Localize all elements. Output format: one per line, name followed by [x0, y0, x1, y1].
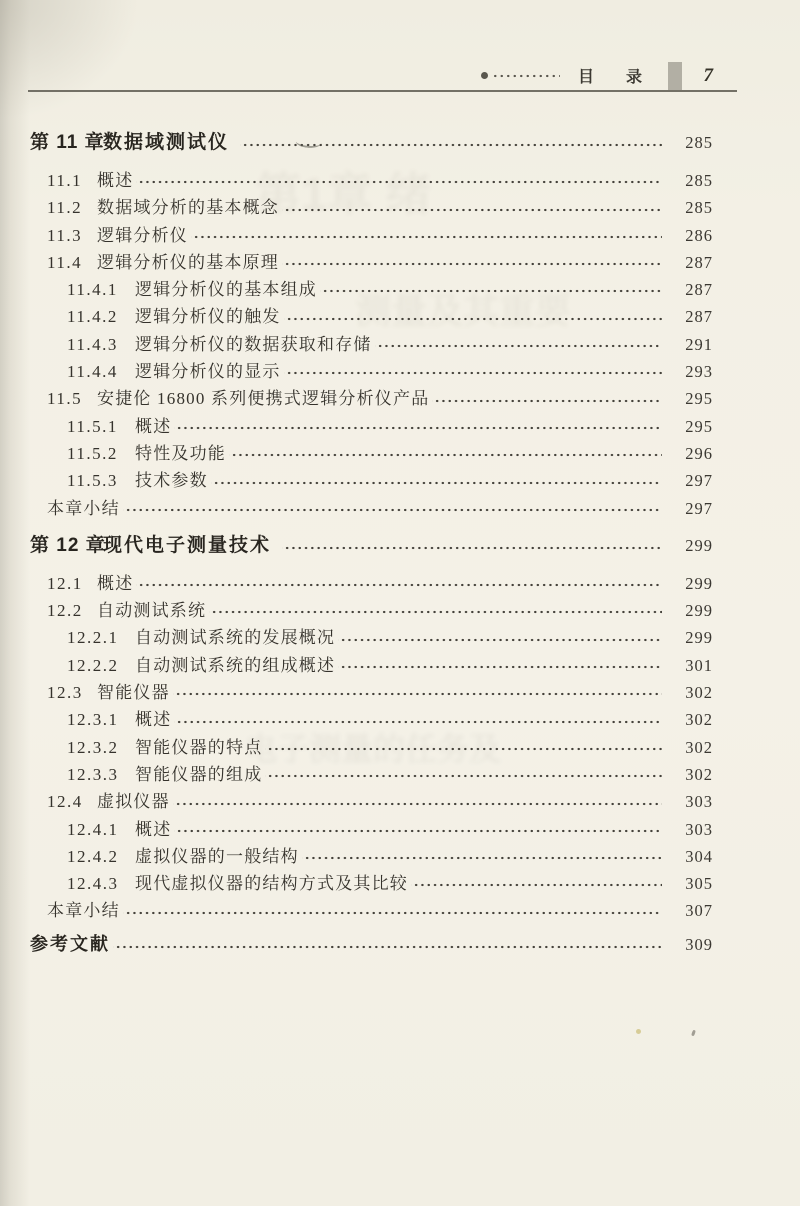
entry-page-number: 285: [685, 171, 713, 190]
toc-entry-row: [0, 897, 713, 924]
dot-leader: [338, 624, 662, 651]
entry-page-number: 295: [685, 416, 713, 436]
scan-speck: [691, 1030, 696, 1037]
entry-page-number: 305: [685, 874, 713, 894]
toc-entry-row: [0, 276, 713, 303]
entry-number: 第 11 章: [30, 132, 105, 153]
toc-entry-row: [0, 870, 713, 897]
entry-title: 现代电子测量技术: [103, 534, 272, 556]
entry-title: 智能仪器: [97, 683, 170, 703]
toc-entry-row: [0, 761, 713, 788]
entry-page-number: 299: [685, 601, 713, 621]
entry-title: 智能仪器的特点: [135, 737, 263, 757]
entry-page-number: 299: [685, 628, 713, 648]
dot-leader: [191, 222, 662, 249]
entry-title: 概述: [97, 573, 134, 593]
toc-entry-row: [0, 816, 713, 843]
entry-page-number: 303: [685, 819, 713, 839]
dot-leader: [302, 843, 662, 870]
toc-chapter-row: [0, 128, 713, 158]
entry-number: 11.4: [47, 252, 83, 272]
entry-page-number: 287: [685, 252, 713, 272]
dot-leader: [284, 358, 662, 385]
entry-title: 逻辑分析仪的基本组成: [135, 280, 317, 300]
toc-entry-row: [0, 788, 713, 815]
entry-title: 逻辑分析仪的数据获取和存储: [135, 334, 372, 354]
toc-entry-row: [0, 597, 713, 624]
entry-number: 11.4.2: [67, 307, 118, 327]
entry-number: 12.3: [47, 683, 83, 703]
entry-title: 特性及功能: [135, 443, 226, 463]
entry-number: 12.3.2: [67, 737, 119, 757]
dot-leader: [209, 597, 662, 624]
entry-title: 技术参数: [135, 471, 208, 491]
entry-page-number: 304: [685, 846, 713, 866]
entry-page-number: 293: [685, 362, 713, 382]
dot-leader: [229, 440, 662, 467]
dot-leader: [113, 929, 662, 959]
dot-leader: [432, 385, 662, 412]
entry-number: 11.4.1: [67, 280, 118, 300]
entry-page-number: 301: [685, 655, 713, 675]
entry-title: 逻辑分析仪: [97, 225, 188, 245]
bullet-dot-icon: [481, 72, 488, 79]
dot-leader: [338, 652, 662, 679]
entry-page-number: 285: [685, 133, 713, 152]
entry-number: 12.4.2: [67, 846, 119, 866]
dot-leader: [265, 734, 662, 761]
entry-title: 数据域分析的基本概念: [97, 198, 279, 218]
toc-list: [0, 119, 713, 959]
entry-title: 自动测试系统: [97, 601, 207, 621]
entry-page-number: 296: [685, 443, 713, 463]
dot-leader: [123, 495, 662, 522]
entry-number: 11.1: [47, 171, 83, 190]
entry-title: 参考文献: [30, 933, 110, 954]
toc-entry-row: [0, 413, 713, 440]
toc-entry-row: [0, 331, 713, 358]
entry-number: 11.3: [47, 225, 83, 245]
entry-number: 12.1: [47, 573, 83, 593]
toc-entry-row: [0, 194, 713, 221]
entry-number: 12.3.3: [67, 764, 119, 784]
entry-number: 12.4.1: [67, 819, 119, 839]
toc-entry-row: [0, 385, 713, 412]
header-title: 目 录: [577, 69, 656, 86]
entry-number: 11.4.4: [67, 362, 118, 382]
dot-leader: [282, 249, 662, 276]
toc-entry-row: [0, 303, 713, 330]
dot-leader: [174, 706, 662, 733]
entry-page-number: 302: [685, 710, 713, 730]
entry-title: 虚拟仪器: [97, 792, 170, 812]
entry-page-number: 287: [685, 280, 713, 300]
toc-entry-row: [0, 222, 713, 249]
entry-number: 第 12 章: [30, 534, 106, 556]
entry-page-number: 287: [685, 307, 713, 327]
entry-number: 11.4.3: [67, 334, 118, 354]
entry-title: 逻辑分析仪的显示: [135, 362, 281, 382]
entry-title: 概述: [135, 710, 172, 730]
entry-page-number: 309: [685, 934, 713, 954]
entry-number: 12.2.1: [67, 628, 119, 648]
toc-entry-row: [0, 467, 713, 494]
entry-title: 虚拟仪器的一般结构: [135, 846, 299, 866]
dot-leader: [265, 761, 662, 788]
dot-leader: [411, 870, 662, 897]
scan-speck: [636, 1029, 641, 1034]
dot-leader: [136, 167, 662, 194]
toc-entry-row: [0, 440, 713, 467]
entry-number: 11.5: [47, 389, 83, 409]
entry-title: 概述: [135, 416, 172, 436]
dot-leader: [136, 570, 662, 597]
entry-title: 智能仪器的组成: [135, 764, 263, 784]
entry-page-number: 297: [685, 498, 713, 518]
header-gray-block: [668, 62, 682, 91]
dot-leader: [282, 531, 662, 561]
dot-leader: [173, 788, 662, 815]
page-header: [28, 60, 713, 91]
entry-number: 11.5.1: [67, 416, 118, 436]
toc-entry-row: [0, 249, 713, 276]
entry-page-number: 307: [685, 901, 713, 921]
entry-title: 概述: [135, 819, 172, 839]
toc-references-row: [0, 929, 713, 959]
dot-leader: [123, 897, 662, 924]
entry-title: 本章小结: [47, 498, 120, 518]
toc-entry-row: [0, 495, 713, 522]
entry-title: 现代虚拟仪器的结构方式及其比较: [135, 874, 408, 894]
entry-number: 12.2: [47, 601, 83, 621]
toc-entry-row: [0, 706, 713, 733]
entry-page-number: 299: [685, 573, 713, 593]
entry-title: 概述: [97, 171, 134, 190]
entry-page-number: 285: [685, 198, 713, 218]
entry-title: 自动测试系统的发展概况: [135, 628, 336, 648]
entry-title: 逻辑分析仪的基本原理: [97, 252, 279, 272]
entry-number: 11.5.2: [67, 443, 118, 463]
entry-number: 12.4.3: [67, 874, 119, 894]
dotted-line-icon: [492, 73, 560, 79]
toc-entry-row: [0, 358, 713, 385]
entry-number: 12.4: [47, 792, 83, 812]
dot-leader: [375, 331, 662, 358]
toc-entry-row: [0, 734, 713, 761]
entry-title: 数据域测试仪: [103, 132, 230, 153]
entry-page-number: 302: [685, 764, 713, 784]
toc-entry-row: [0, 679, 713, 706]
entry-title: 安捷伦 16800 系列便携式逻辑分析仪产品: [97, 389, 430, 409]
toc-chapter-row: [0, 531, 713, 561]
toc-entry-row: [0, 652, 713, 679]
entry-title: 本章小结: [47, 901, 120, 921]
entry-page-number: 302: [685, 683, 713, 703]
entry-page-number: 299: [685, 535, 713, 555]
entry-number: 12.3.1: [67, 710, 119, 730]
toc-entry-row: [0, 570, 713, 597]
dot-leader: [173, 679, 662, 706]
toc-entry-row: [0, 843, 713, 870]
toc-entry-row: [0, 167, 713, 194]
entry-page-number: 303: [685, 792, 713, 812]
entry-page-number: 291: [685, 334, 713, 354]
entry-title: 逻辑分析仪的触发: [135, 307, 281, 327]
entry-page-number: 286: [685, 225, 713, 245]
header-page-number: 7: [703, 64, 713, 86]
header-leader-decoration: [481, 71, 560, 81]
entry-number: 12.2.2: [67, 655, 119, 675]
entry-number: 11.2: [47, 198, 83, 218]
entry-number: 11.5.3: [67, 471, 118, 491]
toc-entry-row: [0, 624, 713, 651]
header-rule: [28, 90, 737, 92]
entry-page-number: 297: [685, 471, 713, 491]
dot-leader: [211, 467, 662, 494]
dot-leader: [282, 194, 662, 221]
dot-leader: [174, 816, 662, 843]
dot-leader: [284, 303, 662, 330]
entry-page-number: 295: [685, 389, 713, 409]
dot-leader: [174, 413, 662, 440]
entry-title: 自动测试系统的组成概述: [135, 655, 336, 675]
dot-leader: [320, 276, 662, 303]
entry-page-number: 302: [685, 737, 713, 757]
